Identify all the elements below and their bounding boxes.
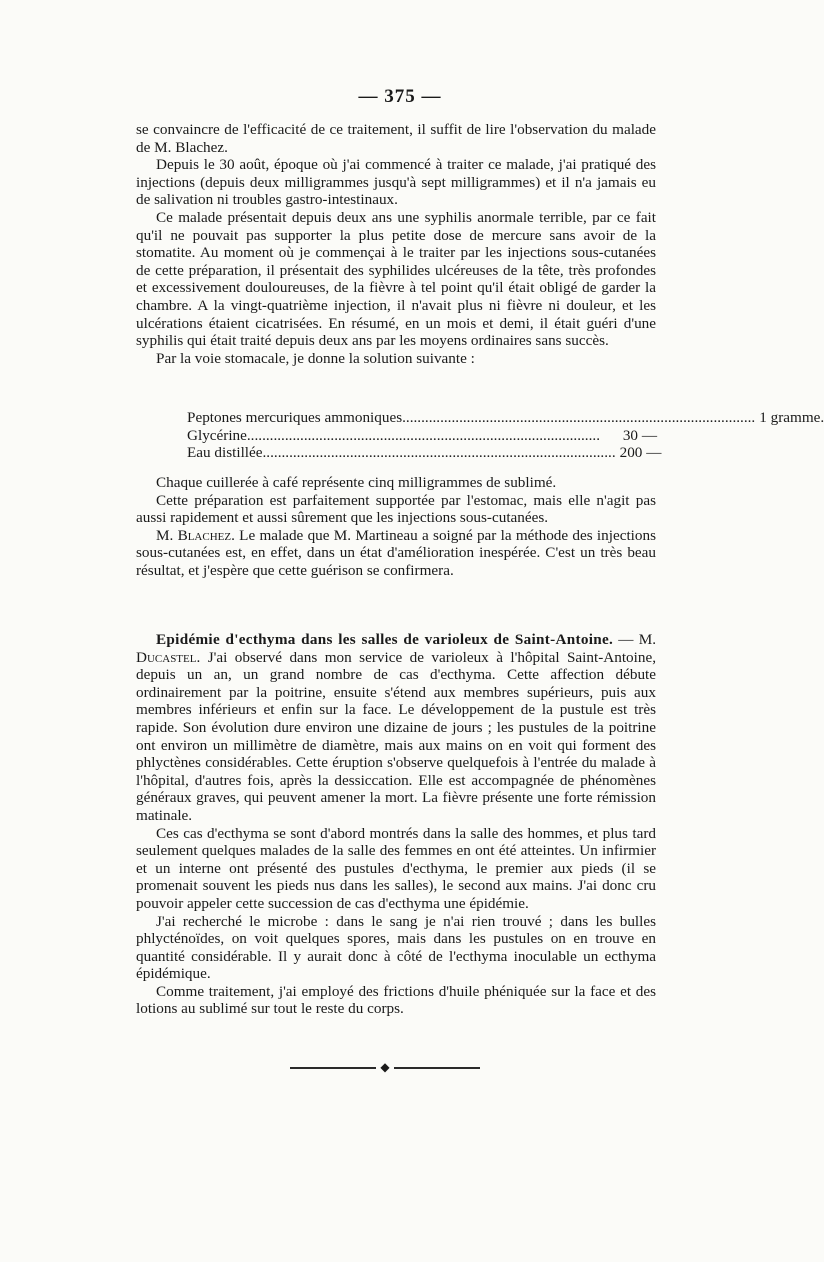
paragraph-dose: Chaque cuillerée à café représente cinq milligrammes de sublimé. [156,474,557,491]
paragraph-blachez [136,527,656,580]
middle-text-block [136,474,656,580]
speaker-text: Le malade que M. Martineau a soigné par la méthode des injections sous-cutanées est, en effet, dans un état d'amélioration inespérée. C'est un très beau résultat, et j'espère que cette guérison se confirmera. [136,526,656,579]
leader-dots: ............................................................................................. [402,409,756,426]
paragraph-tolerance: Cette préparation est parfaitement supportée par l'estomac, mais elle n'agit pas aussi rapidement et aussi sûrement que les injections sous-cutanées. [136,491,656,527]
paragraph-treatment: Comme traitement, j'ai employé des frictions d'huile phéniquée sur la face et des lotions au sublimé sur tout le reste du corps. [136,982,656,1018]
ingredient-quantity: 1 gramme. [759,409,824,426]
formula-row [187,427,657,445]
formula-row [187,444,662,462]
paragraph-oral-route: Par la voie stomacale, je donne la solution suivante : [156,349,475,367]
page-number: — 375 — [358,86,442,107]
paragraph-continuation: se convaincre de l'efficacité de ce traitement, il suffit de lire l'observation du malade de M. Blachez. [136,121,656,156]
paragraph-case-history: Ce malade présentait depuis deux ans une syphilis anormale terrible, par ce fait qu'il ne pouvait pas supporter la plus petite dose de mercure sans avoir de la stomatite. Au moment où je commençai à le traiter par les injections sous-cutanées de cette préparation, il présentait des syphilides ulcéreuses de la tête, très profondes et excessivement douloureuses, de la fièvre à tel point qu'il était obligé de garder la chambre. A la vingt-quatrième injection, il n'avait plus ni fièvre ni douleur, et les ulcérations étaient cicatrisées. En résumé, en un mois et demi, il était guéri d'une syphilis qui était traité depuis deux ans par les moyens ordinaires sans succès. [136,208,656,350]
ingredient-name: Glycérine [187,426,247,444]
ingredient-name: Eau distillée [187,444,263,461]
ingredient-quantity: 30 — [622,426,657,444]
formula-row [187,409,824,427]
section-paragraph [136,631,656,825]
top-text-block [136,121,656,367]
paragraph-cases: Ces cas d'ecthyma se sont d'abord montrés dans la salle des hommes, et plus tard seulement quelques malades de la salle des femmes en ont été atteintes. Un infirmier et un interne ont présenté des pustules d'ecthyma, le premier aux pieds (il se promenait souvent les pieds nus dans les salles), le second aux mains. J'ai donc cru pouvoir appeler cette succession de cas d'ecthyma une épidémie. [136,824,656,912]
speaker-name: M. Ducastel. [136,631,656,666]
prescription-formula [187,409,824,462]
leader-dots: ............................................................................................. [246,426,600,444]
paragraph-injections: Depuis le 30 août, époque où j'ai commencé à traiter ce malade, j'ai pratiqué des injections (depuis deux milligrammes jusqu'à sept milligrammes) et il n'a jamais eu de salivation ni troubles gastro-intestinaux. [136,156,656,209]
ingredient-name: Peptones mercuriques ammoniques [187,409,403,426]
section-dash: — [613,631,639,648]
speaker-name: M. Blachez. [156,526,235,544]
section-title: Epidémie d'ecthyma dans les salles de varioleux de Saint-Antoine. [156,631,614,648]
ingredient-quantity: 200 — [619,444,662,461]
section-text: J'ai observé dans mon service de varioleux à l'hôpital Saint-Antoine, depuis un an, un grand nombre de cas d'ecthyma. Cette affection débute ordinairement par la poitrine, ensuite s'étend aux membres supérieurs, puis aux membres inférieurs et enfin sur la face. Le développement de la pustule est très rapide. Son évolution dure environ une dizaine de jours ; les pustules de la poitrine ont environ un millimètre de diamètre, mais aux mains on en voit qui forment des phlyctènes considérables. Cette éruption s'observe quelquefois à l'entrée du malade à l'hôpital, d'autres fois, après la dessiccation. Elle est accompagnée de phénomènes généraux graves, qui peuvent amener la mort. La fièvre présente une forte rémission matinale. [136,648,656,824]
leader-dots: ............................................................................................. [262,444,616,461]
footer-ornament: ◆ [376,1061,394,1074]
paragraph-microbe: J'ai recherché le microbe : dans le sang je n'ai rien trouvé ; dans les bulles phlycténoïdes, on voit quelques spores, mais dans les pustules on en trouve en quantité considérable. Il y aurait donc à côté de l'ecthyma inoculable un ecthyma épidémique. [136,912,656,983]
section-block [136,631,656,1018]
